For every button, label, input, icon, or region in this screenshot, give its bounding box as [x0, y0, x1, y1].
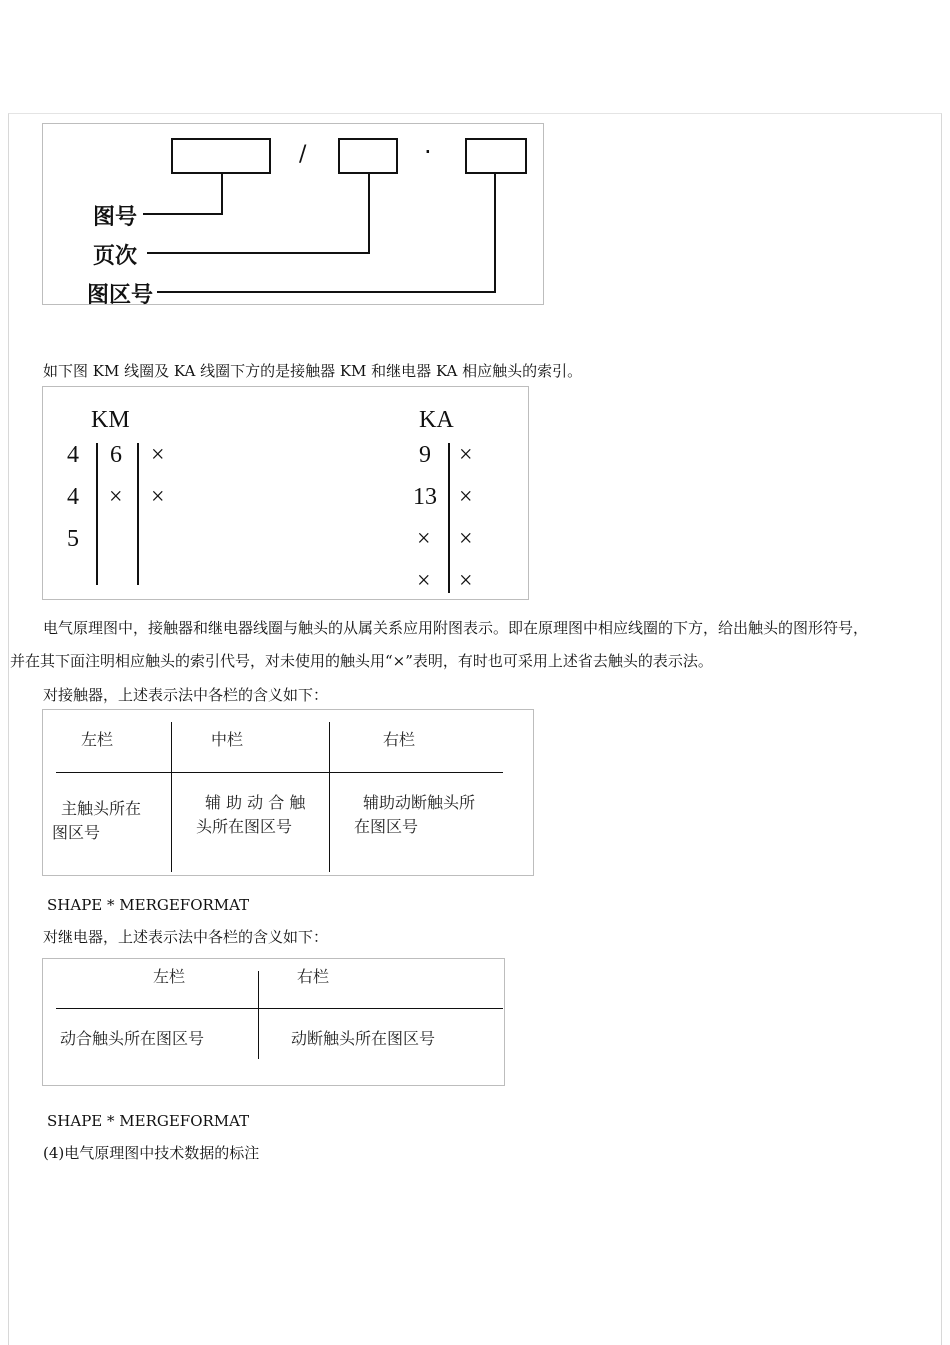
km-middle-0: 6 — [110, 442, 122, 468]
ka-right-0: × — [459, 442, 473, 468]
contactor-header-left: 左栏 — [81, 730, 114, 749]
connector-zone-number-h — [157, 291, 496, 293]
contactor-header-middle: 中栏 — [211, 730, 244, 749]
table-relay — [42, 958, 505, 1086]
relay-col-divider — [258, 971, 259, 1059]
slash-separator: / — [299, 142, 307, 167]
km-right-0: × — [151, 442, 165, 468]
ka-divider — [448, 443, 450, 593]
ka-right-2: × — [459, 526, 473, 552]
contactor-cell-left-line2: 图区号 — [52, 823, 101, 842]
label-zone-number: 图区号 — [87, 283, 154, 308]
relay-header-rule — [56, 1008, 503, 1009]
paragraph-explanation-line1: 电气原理图中，接触器和继电器线圈与触头的从属关系应用附图表示。即在原理图中相应线圈的下方，给出触头的图形符号， — [43, 619, 869, 637]
figure-contact-index — [42, 386, 529, 600]
label-drawing-number: 图号 — [93, 205, 138, 230]
ka-right-3: × — [459, 568, 473, 594]
contactor-cell-right-line2: 在图区号 — [354, 817, 419, 836]
contactor-col-divider-1 — [171, 722, 172, 872]
dot-separator: · — [424, 138, 432, 166]
paragraph-relay-intro: 对继电器，上述表示法中各栏的含义如下： — [43, 928, 329, 946]
contactor-header-rule — [56, 772, 503, 773]
box-drawing-number — [171, 138, 271, 174]
contactor-cell-right-line1: 辅助动断触头所 — [363, 793, 476, 812]
label-page-number: 页次 — [93, 244, 138, 269]
km-divider-1 — [96, 443, 98, 585]
paragraph-explanation-line2: 并在其下面注明相应触头的索引代号，对未使用的触头用“×”表明，有时也可采用上述省去触头的表示法。 — [10, 652, 713, 670]
shape-mergeformat-1: SHAPE * MERGEFORMAT — [47, 896, 250, 914]
contactor-cell-left-line1: 主触头所在 — [61, 799, 142, 818]
km-left-1: 4 — [67, 484, 79, 510]
connector-zone-number-v — [494, 172, 496, 293]
section-heading-technical-data: (4)电气原理图中技术数据的标注 — [43, 1144, 260, 1162]
relay-header-left: 左栏 — [153, 967, 186, 986]
table-contactor — [42, 709, 534, 876]
box-zone-number — [465, 138, 527, 174]
ka-left-0: 9 — [419, 442, 431, 468]
ka-title: KA — [419, 407, 454, 433]
km-title: KM — [91, 407, 130, 433]
contactor-cell-middle-line1: 辅 助 动 合 触 — [205, 793, 306, 812]
connector-page-number-h — [147, 252, 370, 254]
paragraph-contactor-intro: 对接触器，上述表示法中各栏的含义如下： — [43, 686, 329, 704]
ka-right-1: × — [459, 484, 473, 510]
relay-header-right: 右栏 — [297, 967, 330, 986]
km-middle-1: × — [109, 484, 123, 510]
relay-cell-right: 动断触头所在图区号 — [291, 1029, 436, 1048]
connector-drawing-number-h — [143, 213, 223, 215]
box-page-number — [338, 138, 398, 174]
km-left-0: 4 — [67, 442, 79, 468]
shape-mergeformat-2: SHAPE * MERGEFORMAT — [47, 1112, 250, 1130]
km-divider-2 — [137, 443, 139, 585]
contactor-header-right: 右栏 — [383, 730, 416, 749]
figure-index-code-diagram — [42, 123, 544, 308]
relay-cell-left: 动合触头所在图区号 — [60, 1029, 205, 1048]
connector-page-number-v — [368, 172, 370, 254]
contactor-col-divider-2 — [329, 722, 330, 872]
ka-left-2: × — [417, 526, 431, 552]
km-right-1: × — [151, 484, 165, 510]
paragraph-km-ka-intro: 如下图 KM 线圈及 KA 线圈下方的是接触器 KM 和继电器 KA 相应触头的索引。 — [43, 362, 583, 380]
ka-left-3: × — [417, 568, 431, 594]
km-left-2: 5 — [67, 526, 79, 552]
ka-left-1: 13 — [413, 484, 437, 510]
connector-drawing-number-v — [221, 172, 223, 215]
contactor-cell-middle-line2: 头所在图区号 — [196, 817, 293, 836]
